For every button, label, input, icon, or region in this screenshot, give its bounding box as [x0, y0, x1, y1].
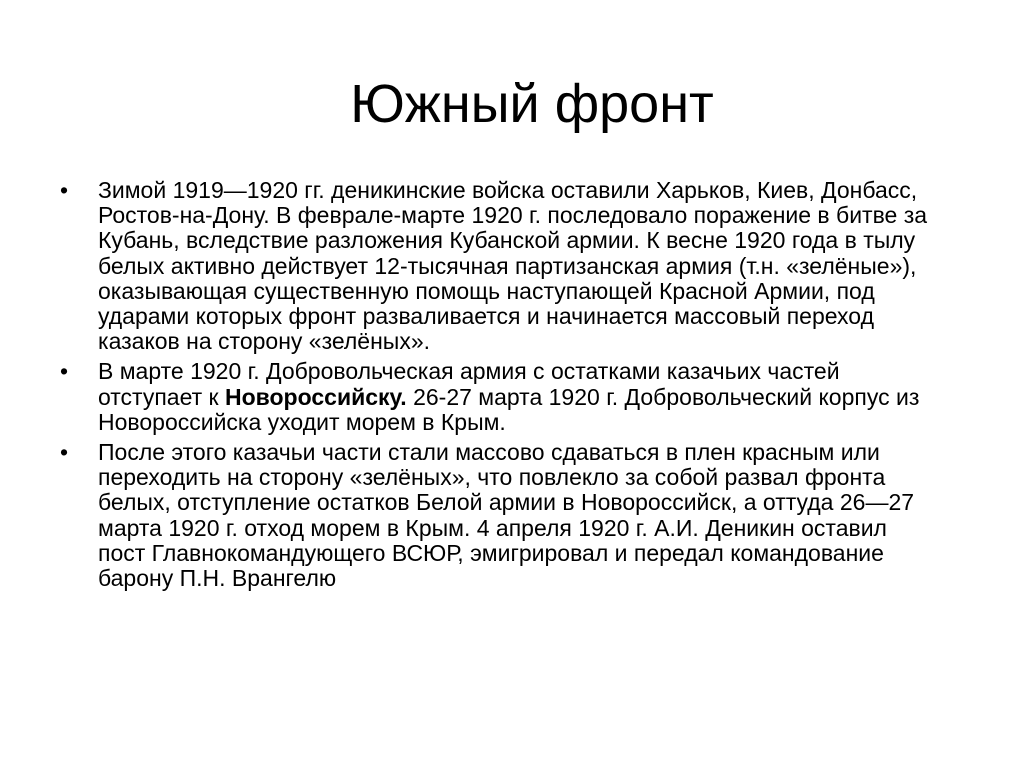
bullet-item	[60, 359, 940, 435]
bullet-text-after: 26-27 марта 1920 г. Добровольческий корпус из Новороссийска уходит морем в Крым.	[98, 383, 920, 435]
bullet-item	[60, 440, 940, 591]
bullet-text: После этого казачьи части стали массово сдаваться в плен красным или переходить на сторону «зелёных», что повлекло за собой развал фронта белых, отступление остатков Белой армии в Новороссийск, а оттуда 26—27 марта 1920 г. отход морем в Крым. 4 апреля 1920 г. А.И. Деникин оставил пост Главнокомандующего ВСЮР, эмигрировал и передал командование барону П.Н. Врангелю	[98, 439, 915, 592]
bullet-icon: •	[60, 358, 69, 385]
bullet-icon: •	[60, 439, 69, 466]
slide-title: Южный фронт	[350, 74, 714, 134]
bullet-text	[98, 358, 919, 434]
bullet-text-before: В марте 1920 г. Добровольческая армия с остатками казачьих частей отступает к	[98, 358, 840, 410]
bullet-text: Зимой 1919—1920 гг. деникинские войска оставили Харьков, Киев, Донбасс, Ростов-на-Дону. В феврале-марте 1920 г. последовало поражение в битве за Кубань, вследствие разложения Кубанской армии. К весне 1920 года в тылу белых активно действует 12-тысячная партизанская армия (т.н. «зелёные»), оказывающая существенную помощь наступающей Красной Армии, под ударами которых фронт разваливается и начинается массовый переход казаков на сторону «зелёных».	[98, 177, 928, 355]
bullet-icon: •	[60, 177, 69, 203]
bullet-text-bold: Новороссийску.	[225, 383, 407, 410]
bullet-item	[60, 178, 940, 354]
bullet-list	[60, 178, 940, 596]
